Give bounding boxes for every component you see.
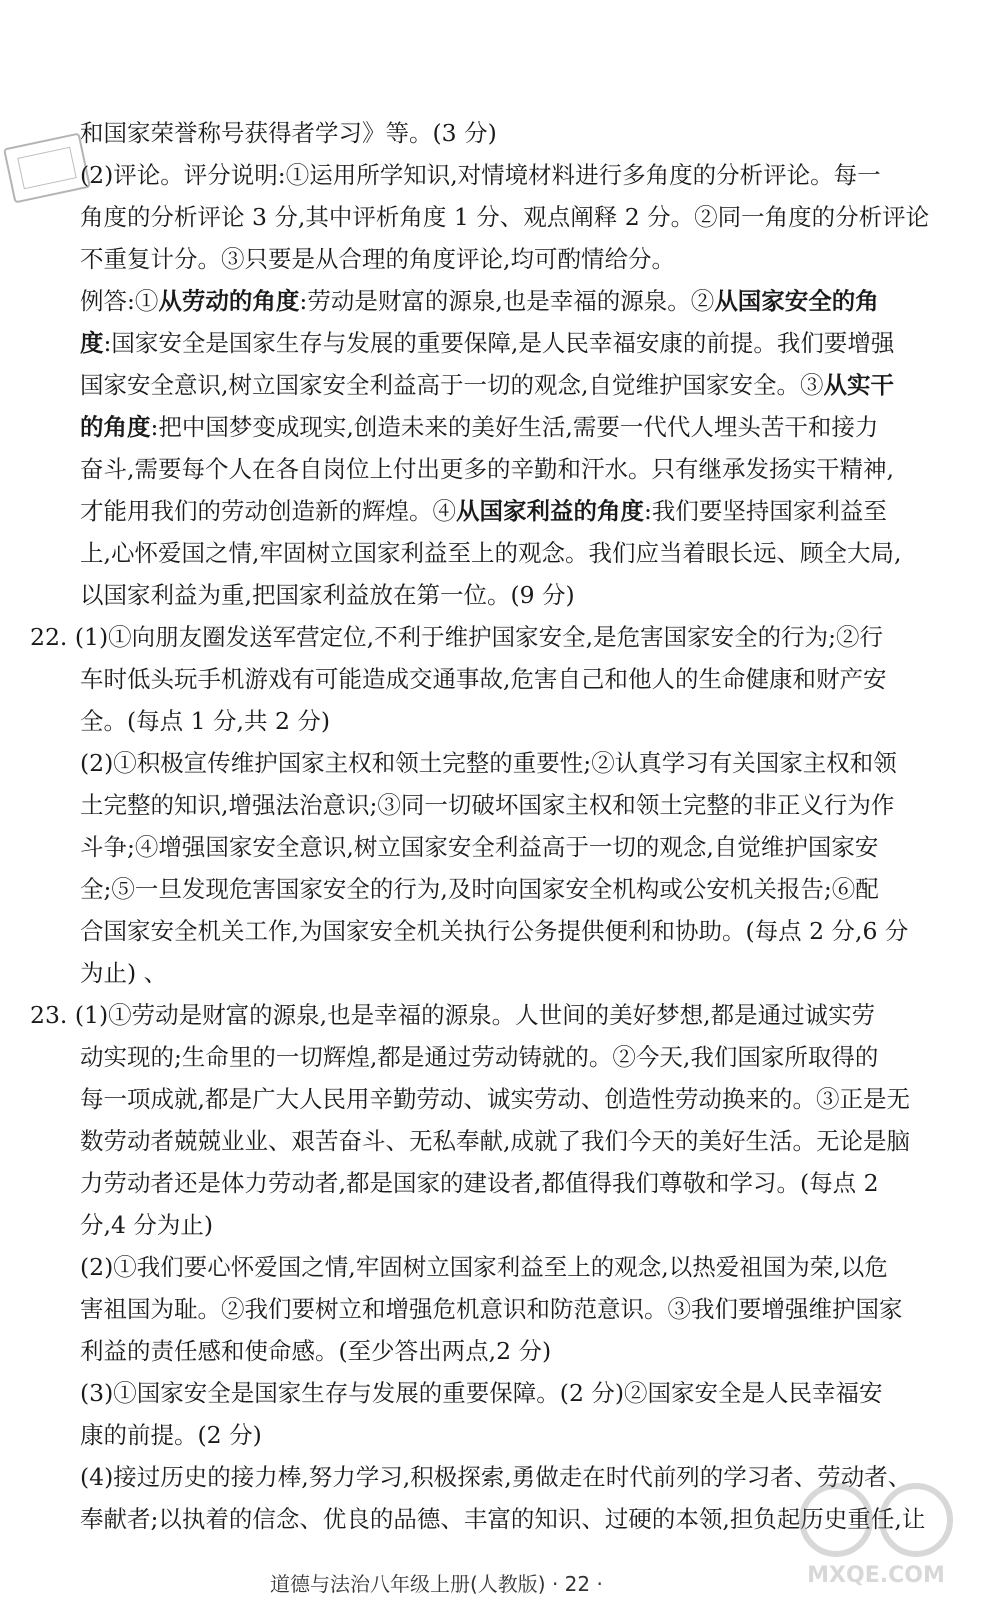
text-line bbox=[80, 1043, 879, 1071]
text-span: 角度的分析评论 3 分,其中评析角度 1 分、观点阐释 2 分。②同一角度的分析评论 bbox=[80, 203, 930, 231]
text-line bbox=[80, 1379, 883, 1407]
text-line bbox=[80, 287, 879, 315]
text-line bbox=[80, 413, 879, 441]
text-span: 数劳动者兢兢业业、艰苦奋斗、无私奉献,成就了我们今天的美好生活。无论是脑 bbox=[80, 1127, 910, 1155]
text-line bbox=[80, 791, 895, 819]
text-line bbox=[80, 161, 881, 189]
text-span: 例答:① bbox=[80, 287, 159, 315]
text-line bbox=[80, 581, 575, 609]
text-span: 上,心怀爱国之情,牢固树立国家利益至上的观念。我们应当着眼长远、顾全大局, bbox=[80, 539, 902, 567]
text-span: :我们要坚持国家利益至 bbox=[644, 497, 887, 525]
text-span: 害祖国为耻。②我们要树立和增强危机意识和防范意识。③我们要增强维护国家 bbox=[80, 1295, 903, 1323]
bold-heading-span: 从劳动的角度 bbox=[158, 287, 300, 315]
text-span: 全;⑤一旦发现危害国家安全的行为,及时向国家安全机构或公安机关报告;⑥配 bbox=[80, 875, 879, 903]
text-line bbox=[80, 1295, 903, 1323]
text-line bbox=[80, 749, 897, 777]
text-span: 以国家利益为重,把国家利益放在第一位。(9 分) bbox=[80, 581, 575, 609]
text-span: 23. (1)①劳动是财富的源泉,也是幸福的源泉。人世间的美好梦想,都是通过诚实劳 bbox=[30, 1001, 876, 1029]
svg-text:MXQE.COM: MXQE.COM bbox=[807, 1563, 945, 1588]
text-span: :国家安全是国家生存与发展的重要保障,是人民幸福安康的前提。我们要增强 bbox=[103, 329, 895, 357]
text-line bbox=[80, 1127, 910, 1155]
text-line bbox=[80, 539, 902, 567]
text-span: 利益的责任感和使命感。(至少答出两点,2 分) bbox=[80, 1337, 552, 1365]
bold-heading-span: 从国家利益的角度 bbox=[456, 497, 644, 525]
text-line bbox=[80, 1253, 888, 1281]
text-span: 奉献者;以执着的信念、优良的品德、丰富的知识、过硬的本领,担负起历史重任,让 bbox=[80, 1505, 926, 1533]
text-span: 全。(每点 1 分,共 2 分) bbox=[80, 707, 331, 735]
text-line bbox=[80, 1421, 262, 1449]
text-line bbox=[80, 707, 331, 735]
text-span: (4)接过历史的接力棒,努力学习,积极探索,勇做走在时代前列的学习者、劳动者、 bbox=[80, 1463, 912, 1491]
stamp-inner-box bbox=[17, 147, 76, 190]
bold-heading-span: 从国家安全的角 bbox=[714, 287, 879, 315]
text-line bbox=[80, 917, 909, 945]
bold-heading-span: 从实干 bbox=[823, 371, 894, 399]
bold-heading-span: 度 bbox=[80, 329, 104, 357]
text-line bbox=[80, 1169, 879, 1197]
watermark-logo bbox=[776, 1470, 976, 1590]
stamp-logo bbox=[3, 133, 91, 204]
text-span: 动实现的;生命里的一切辉煌,都是通过劳动铸就的。②今天,我们国家所取得的 bbox=[80, 1043, 879, 1071]
text-span: 22. (1)①向朋友圈发送军营定位,不利于维护国家安全,是危害国家安全的行为;②行 bbox=[30, 623, 883, 651]
text-span: 为止) 、 bbox=[80, 959, 168, 987]
text-span: 和国家荣誉称号获得者学习》等。(3 分) bbox=[80, 119, 497, 147]
text-span: 土完整的知识,增强法治意识;③同一切破坏国家主权和领土完整的非正义行为作 bbox=[80, 791, 895, 819]
text-line bbox=[80, 1337, 552, 1365]
watermark-icon bbox=[776, 1470, 976, 1590]
text-line bbox=[80, 1211, 214, 1239]
text-line bbox=[80, 497, 887, 525]
text-line bbox=[80, 119, 497, 147]
text-line bbox=[80, 245, 675, 273]
text-line bbox=[80, 875, 879, 903]
text-line bbox=[30, 623, 883, 651]
text-span: 不重复计分。③只要是从合理的角度评论,均可酌情给分。 bbox=[80, 245, 675, 273]
text-span: :把中国梦变成现实,创造未来的美好生活,需要一代代人埋头苦干和接力 bbox=[150, 413, 879, 441]
page-footer: 道德与法治八年级上册(人教版) · 22 · bbox=[270, 1572, 603, 1596]
text-span: 每一项成就,都是广大人民用辛勤劳动、诚实劳动、创造性劳动换来的。③正是无 bbox=[80, 1085, 910, 1113]
text-span: 车时低头玩手机游戏有可能造成交通事故,危害自己和他人的生命健康和财产安 bbox=[80, 665, 887, 693]
text-span: :劳动是财富的源泉,也是幸福的源泉。② bbox=[299, 287, 715, 315]
text-span: 合国家安全机关工作,为国家安全机关执行公务提供便利和协助。(每点 2 分,6 分 bbox=[80, 917, 909, 945]
text-line bbox=[80, 833, 879, 861]
text-span: 分,4 分为止) bbox=[80, 1211, 214, 1239]
text-span: 国家安全意识,树立国家安全利益高于一切的观念,自觉维护国家安全。③ bbox=[80, 371, 824, 399]
text-span: 奋斗,需要每个人在各自岗位上付出更多的辛勤和汗水。只有继承发扬实干精神, bbox=[80, 455, 894, 483]
text-span: (2)评论。评分说明:①运用所学知识,对情境材料进行多角度的分析评论。每一 bbox=[80, 161, 881, 189]
text-line bbox=[30, 1001, 876, 1029]
bold-heading-span: 的角度 bbox=[80, 413, 151, 441]
text-line bbox=[80, 665, 887, 693]
text-line bbox=[80, 455, 894, 483]
text-line bbox=[80, 329, 895, 357]
text-line bbox=[80, 959, 168, 987]
text-line bbox=[80, 203, 930, 231]
text-span: 才能用我们的劳动创造新的辉煌。④ bbox=[80, 497, 456, 525]
text-span: 力劳动者还是体力劳动者,都是国家的建设者,都值得我们尊敬和学习。(每点 2 bbox=[80, 1169, 879, 1197]
text-span: 斗争;④增强国家安全意识,树立国家安全利益高于一切的观念,自觉维护国家安 bbox=[80, 833, 879, 861]
text-span: (3)①国家安全是国家生存与发展的重要保障。(2 分)②国家安全是人民幸福安 bbox=[80, 1379, 883, 1407]
text-span: (2)①我们要心怀爱国之情,牢固树立国家利益至上的观念,以热爱祖国为荣,以危 bbox=[80, 1253, 888, 1281]
text-line bbox=[80, 371, 894, 399]
text-span: (2)①积极宣传维护国家主权和领土完整的重要性;②认真学习有关国家主权和领 bbox=[80, 749, 897, 777]
text-span: 康的前提。(2 分) bbox=[80, 1421, 262, 1449]
text-line bbox=[80, 1085, 910, 1113]
